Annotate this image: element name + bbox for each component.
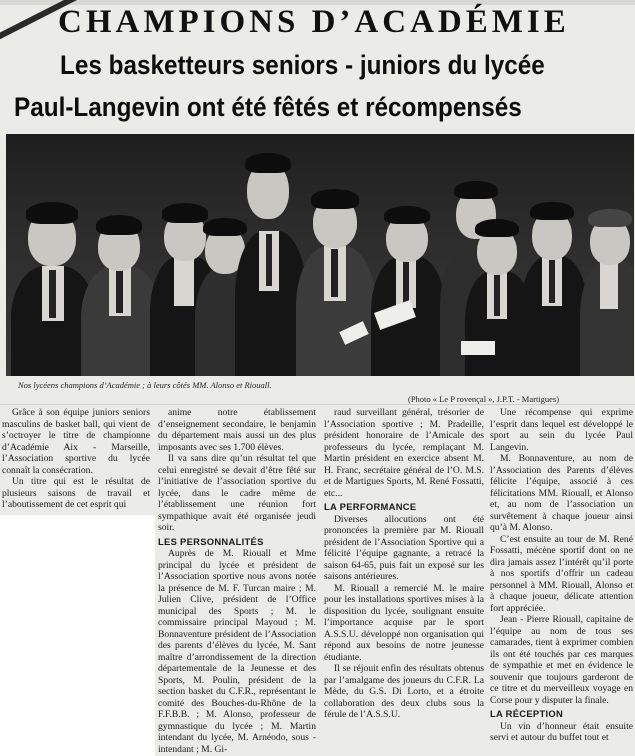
- paragraph: C’est ensuite au tour de M. René Fossatti, mécène sportif dont on ne dira jamais assez l’intérêt qu’il porte à nos sportifs d’offrir un cadeau personnel à MM. Riouall, Alonso et à chaque joueur, délicate attention fort appréciée.: [490, 533, 633, 614]
- team-photo: [6, 134, 634, 376]
- headline-line-1: Les basketteurs seniors - juniors du lycée: [60, 50, 545, 80]
- section-heading: LES PERSONNALITÉS: [158, 535, 264, 547]
- article-column-2: [158, 407, 316, 756]
- paragraph: Grâce à son équipe juniors seniors masculins de basket ball, qui vient de s’octroyer le titre de championne d’Académie Aix - Marseille, l’Association sportive du lycée connaît la consécration.: [2, 407, 150, 476]
- blank-area: [0, 515, 155, 756]
- kicker-title: CHAMPIONS D’ACADÉMIE: [58, 4, 570, 40]
- person-figure: [576, 181, 634, 376]
- paragraph: M. Riouall a remercié M. le maire pour les installations sportives mises à la disposition du lycée, soulignant ensuite l’importance acquise par le sport A.S.S.U. développé non organisation qui répond aux besoins de notre jeunesse étudiante.: [324, 582, 484, 663]
- article-column-4: [490, 407, 633, 756]
- column-top-rule: [0, 404, 635, 405]
- paragraph: Auprès de M. Riouall et Mme principal du lycée et président de l’Association sportive nous avons notée la présence de M. F. Turcan maire ; M. Julien Clive, président de l’Office municipal des Sports ; M. le commissaire principal Mayoud ; M. Bonnaventure président de l’Association des parents d’élèves du lycée, M. Sant maître d’arrondissement de la direction départementale de la Jeunesse et des Sports, M. Poulin, président de la section basket du C.F.R., représentant le comité des Bouches-du-Rhône de la F.F.B.B. ; M. Alonso, professeur de gymnastique du lycée ; M. Martin intendant du lycée, M. Arnéodo, sous - intendant ; M. Gi-: [158, 548, 316, 755]
- paragraph: Un vin d’honneur était ensuite servi et autour du buffet tout et: [490, 720, 633, 743]
- paragraph: raud surveillant général, trésorier de l’Association sportive ; M. Pradeille, président honoraire de l’Amicale des professeurs du lycée, remplaçant M. Martin président en exercice absent M. H. Franc, secrétaire général de l’O. M.S. et de Martigues Sports, M. René Fossatti, etc...: [324, 407, 484, 499]
- paragraph: Jean - Pierre Riouall, capitaine de l’équipe au nom de tous ses camarades, tient à exprimer combien ils ont été touchés par ces marques de sympathie et met en évidence le souvenir que toujours garderont de ce titre et du merveilleux voyage en Corse pour y disputer la finale.: [490, 614, 633, 706]
- headline-line-2: Paul-Langevin ont été fêtés et récompensés: [14, 92, 522, 122]
- paragraph: anime notre établissement d’enseignement secondaire, le benjamin du département mais aussi un des plus imposants avec ses 1.700 élèves.: [158, 407, 316, 453]
- article-column-3: [324, 407, 484, 756]
- paragraph: Diverses allocutions ont été prononcées la première par M. Riouall président de l’Association Sportive qui a félicité l’équipe gagnante, a retracé la saison 64-65, puis fait un exposé sur les saisons antérieures.: [324, 513, 484, 582]
- paragraph: Il va sans dire qu’un résultat tel que celui enregistré se devait d’être fêté sur l’initiative de l’association sportive du lycée, dans le cadre même de l’établissement une réunion fort sympathique avait été organisée jeudi soir.: [158, 453, 316, 533]
- section-heading: LA PERFORMANCE: [324, 501, 417, 512]
- paragraph: Il se réjouit enfin des résultats obtenus par l’amalgame des joueurs du C.F.R. La Mède, du G.S. Di Lorto, et a étroite collaboration des deux clubs sous la férule de l’A.S.S.U.: [324, 663, 484, 720]
- article-column-1: [2, 407, 150, 515]
- paragraph: M. Bonnaventure, au nom de l’Association des Parents d’élèves félicite l’équipe, associé à ces félicitations MM. Riouall, et Alonso et, au nom de l’association un survêtement à chaque joueur ainsi qu’à M. Alonso.: [490, 453, 633, 533]
- section-heading: LA RÉCEPTION: [490, 708, 564, 719]
- photo-credit: (Photo « Le P rovençal », J.P.T. - Martigues): [408, 394, 560, 404]
- paragraph: Un titre qui est le résultat de plusieurs saisons de travail et l’aboutissement de cet esprit qui: [2, 476, 150, 510]
- photo-caption: Nos lycéens champions d’Académie ; à leurs côtés MM. Alonso et Riouall.: [18, 380, 272, 390]
- paragraph: Une récompense qui exprime l’esprit dans lequel est développé le sport au sein du lycée Paul Langevin.: [490, 407, 633, 453]
